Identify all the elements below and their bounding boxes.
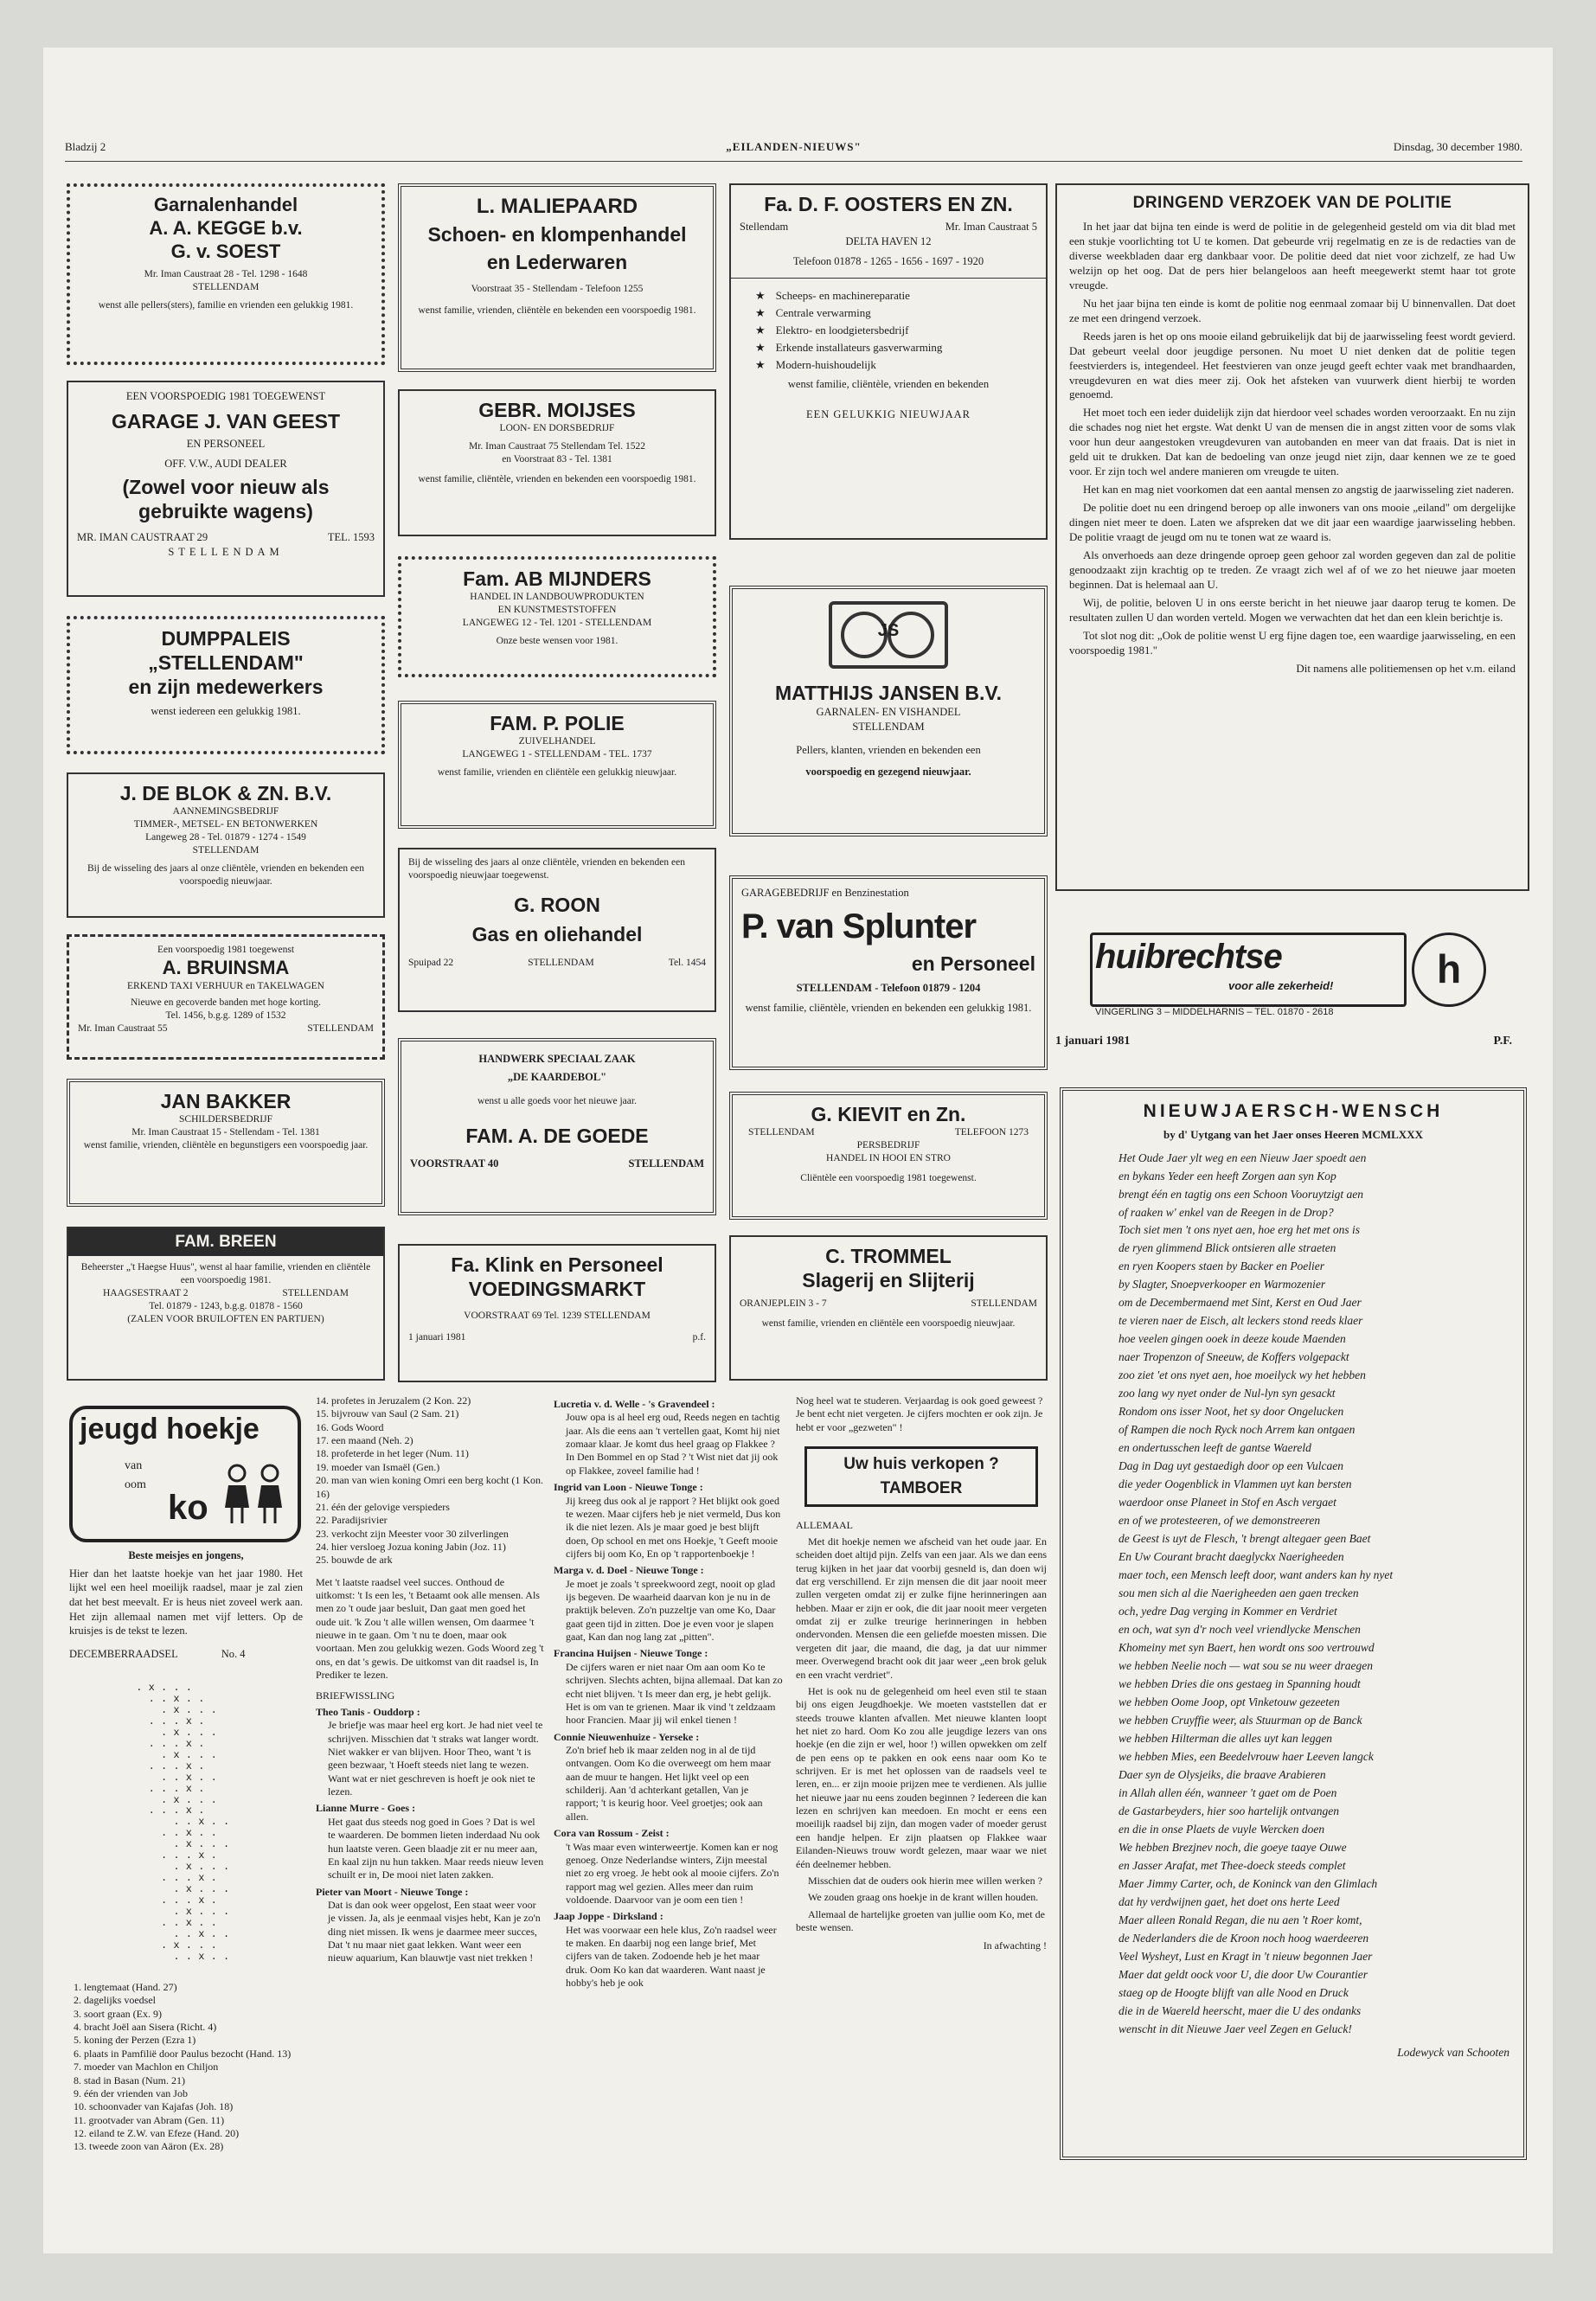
poem — [1077, 1150, 1509, 2039]
ad-line: ZUIVELHANDEL — [518, 736, 596, 747]
poem-line: naer Tropenzon of Sneeuw, de Koffers volgepackt — [1118, 1350, 1349, 1364]
clue-item: 7. moeder van Machlon en Chiljon — [74, 2061, 219, 2073]
puzzle-clues-a — [74, 1981, 307, 2154]
children-illustration-icon — [220, 1463, 289, 1533]
ad-line: HANDEL IN HOOI EN STRO — [826, 1152, 951, 1163]
clue-item: 12. eiland te Z.W. van Efeze (Hand. 20) — [74, 2126, 240, 2139]
poem-line: de ryen glimmend Blick ontsieren alle straeten — [1118, 1241, 1336, 1255]
ad-title: Gas en oliehandel — [471, 922, 643, 945]
ad-title: G. KIEVIT en Zn. — [811, 1103, 966, 1125]
brieven-d — [796, 1394, 1047, 1957]
letter-text: 't Was maar even winterweertje. Komen kan er nog genoeg. Onze Nederlandse winters, Zijn meestal niet zo erg vroeg. Je hebt ook al mooie cijfers. Zo'n rapport mag wel gezien. Alles meer dan ruim voldoende. Daarvoor van je oom een tien ! — [566, 1840, 779, 1906]
clue-item: 6. plaats in Pamfilië door Paulus bezocht (Hand. 13) — [74, 2047, 292, 2060]
clue-item: 20. man van wien koning Omri een berg kocht (1 Kon. 16) — [316, 1474, 544, 1500]
service-item: Scheeps- en machinereparatie — [775, 288, 910, 302]
jeugd-intro — [69, 1548, 303, 1661]
clue-item: 23. verkocht zijn Meester voor 30 zilverlingen — [316, 1527, 509, 1540]
ad-phone: Tel. 01879 - 1243, b.g.g. 01878 - 1560 — [149, 1300, 303, 1311]
ad-line: PERSBEDRIJF — [856, 1139, 920, 1150]
ad-roon — [398, 848, 716, 1012]
poem-line: En Uw Courant bracht daeglyckx Naerigheeden — [1118, 1550, 1344, 1564]
ad-title: TAMBOER — [880, 1478, 963, 1497]
letter-text: Jouw opa is al heel erg oud, Reeds negen en tachtig jaar. Als die eens aan 't vertellen gaat, Komt hij niet zomaar klaar. Je komt dus heel graag op Flakkee ? In Den Bommel en op Stad ? 't Wist niet dat jij ook op Flakkee, zoveel familie had ! — [566, 1411, 780, 1477]
verse: Met 't laatste raadsel veel succes. Onthoud de uitkomst: 't Is een les, 't Betaamt ook alle mensen. Als men zo 't oude jaar besluit, Dan gaat men goed het oude uit. 'k Zou 't alle willen wensen, Om daarmee 't nieuwe in te gaan. Om 't nu te doen, maar ook voortaan. Men zou gelukkig wezen. Gods Woord zeg 't ons, en dat 's gewis. De uitkomst van dit raadsel is, In Prediker te lezen. — [316, 1575, 544, 1682]
ad-line: Langeweg 28 - Tel. 01879 - 1274 - 1549 — [145, 831, 306, 843]
ad-title: Garnalenhandel — [153, 194, 298, 215]
article-subtitle: by d' Uytgang van het Jaer onses Heeren MCMLXXX — [1163, 1128, 1423, 1141]
article-title: DRINGEND VERZOEK VAN DE POLITIE — [1132, 194, 1452, 212]
ad-dumppaleis — [67, 616, 385, 754]
ad-place: STELLENDAM — [282, 1287, 349, 1298]
puzzle-number: No. 4 — [221, 1647, 246, 1660]
star-icon: ★ — [755, 341, 766, 355]
poem-line: we hebben Hilterman die alles uyt kan leggen — [1118, 1732, 1333, 1746]
ad-wish: Bij de wisseling des jaars al onze cliëntèle, vrienden en bekenden een voorspoedig nieuwjaar. — [87, 862, 364, 887]
letter-text: Jij kreeg dus ook al je rapport ? Het blijkt ook goed te wezen. Maar cijfers heb je niet vermeld, Dus kon ik die niet lezen. Als je maar goed je best blijft doen, Op school en met ons Hoekje, 't Geeft mooie cijfers bij oom Ko, En op 't rapportenboekje ! — [566, 1494, 781, 1560]
letter-name: Lianne Murre - Goes : — [316, 1802, 416, 1815]
poem-line: maer toch, een Mensch leeft door, want anders kan hy nyet — [1118, 1568, 1394, 1582]
logo-text: jeugd hoekje — [80, 1413, 260, 1445]
ad-line: GARNALEN- EN VISHANDEL — [816, 706, 961, 719]
poem-line: sou men sich al die Naerigheeden aen gaen trecken — [1118, 1586, 1359, 1600]
logo-text: van — [125, 1459, 143, 1472]
ad-van-geest — [67, 381, 385, 597]
ad-title: FAM. A. DE GOEDE — [465, 1124, 649, 1147]
ad-address: Mr. Iman Caustraat 55 — [78, 1022, 168, 1034]
ad-polie — [398, 701, 716, 829]
poem-line: brengt één en tagtig ons een Schoon Vooruytzigt aen — [1118, 1187, 1363, 1201]
clue-item: 3. soort graan (Ex. 9) — [74, 2007, 162, 2020]
ad-moijses — [398, 389, 716, 536]
letter-text: Dat is dan ook weer opgelost, Een staat weer voor je vissen. Ja, als je eenmaal visjes hebt, Kan je zo'n ding niet missen. Ik wens je daarmee meer succes, Dat 't nu maar niet gaat lekken. Want weer een nieuw aquarium, Kan blauwtje vast niet trekken ! — [328, 1898, 541, 1965]
letter-name: Ingrid van Loon - Nieuwe Tonge : — [554, 1481, 703, 1494]
poem-line: die yeder Oogenblick in Vlammen uyt kan bersten — [1118, 1477, 1352, 1491]
fish-logo — [829, 601, 948, 669]
paragraph: We zouden graag ons hoekje in de krant willen houden. — [808, 1891, 1039, 1904]
ad-line: EEN VOORSPOEDIG 1981 TOEGEWENST — [125, 390, 326, 402]
ad-maliepaard — [398, 183, 716, 372]
ad-address: LANGEWEG 1 - STELLENDAM - TEL. 1737 — [462, 748, 652, 760]
letter-text: Je moet je zoals 't spreekwoord zegt, nooit op glad ijs begeven. De waarheid daarvan kon je nu in de praktijk beleven. Zo'n puzzeltje van ome Ko, Daar gaat geen tijd in zitten. Doe je even voor je slapen gaat, Kan dan nog lang zat „pitten". — [566, 1577, 776, 1644]
ad-place: STELLENDAM — [628, 1157, 704, 1170]
star-icon: ★ — [755, 323, 766, 336]
ad-de-blok — [67, 772, 385, 918]
ad-place: STELLENDAM — [192, 282, 260, 293]
ad-title: C. TROMMEL — [825, 1245, 952, 1267]
ad-line: Bij de wisseling des jaars al onze cliëntèle, vrienden en bekenden een voorspoedig nieuwjaar toegewenst. — [408, 857, 685, 881]
paragraph: Het is ook nu de gelegenheid om heel even stil te staan bij ons eigen Jeugdhoekje. We moeten vaststellen dat er steeds trouwe klanten afvallen. Met nieuwe klanten loopt het niet zo hard. Oom Ko zou alle jeugdige lezers van ons hoekje (en die zijn er wel, hoor !) willen opwekken om zelf de pen eens op te pakken en ook eens naar oom Ko te schrijven. Er is met het oplossen van de raadsels veel te leren, en... er zijn mooie prijzen mee te verdienen. Als jullie het nieuwe jaar nu eens zouden beginnen ? Iedereen die kan lezen en schrijven kan meedoen. En mocht er eens een moeilijk raadsel bij zijn, dan mogen vader of moeder gerust een handje helpen. Er zijn plaatsen op Flakkee waar Eilanden-Nieuws trouw wordt gelezen, maar waar we niet één deelnemer hebben. — [796, 1684, 1047, 1870]
clue-item: 10. schoonvader van Kajafas (Joh. 18) — [74, 2100, 234, 2113]
ad-line: (ZALEN VOOR BRUILOFTEN EN PARTIJEN) — [127, 1313, 324, 1324]
ad-huibrechtse — [1055, 917, 1529, 1071]
clue-item: 22. Paradijsrivier — [316, 1514, 388, 1527]
poem-line: en ondertusschen leeft de gantse Waereld — [1118, 1441, 1311, 1455]
ad-date: 1 januari 1981 — [1055, 1035, 1131, 1048]
poem-line: die in de Waereld heerscht, maer die U des ondanks — [1118, 2003, 1362, 2017]
ad-line: Een voorspoedig 1981 toegewenst — [157, 945, 295, 955]
letter-name: Connie Nieuwenhuize - Yerseke : — [554, 1730, 700, 1743]
ad-address: VOORSTRAAT 40 — [410, 1157, 499, 1170]
article-politie — [1055, 183, 1529, 891]
paper-name: „EILANDEN-NIEUWS" — [726, 140, 862, 153]
article-nieuwjaersch-wensch — [1060, 1087, 1527, 2160]
ad-address: VINGERLING 3 – MIDDELHARNIS – TEL. 01870 - 2618 — [1095, 1007, 1334, 1017]
ad-phone: Telefoon 01878 - 1265 - 1656 - 1697 - 1920 — [792, 254, 984, 267]
ad-wish: wenst familie, vrienden en cliëntèle een gelukkig nieuwjaar. — [437, 766, 677, 778]
continuation: In afwachting ! — [983, 1939, 1047, 1952]
ad-kegge — [67, 183, 385, 365]
header-rule — [65, 161, 1522, 162]
ad-line: DELTA HAVEN 12 — [845, 234, 932, 247]
ad-tamboer — [804, 1446, 1038, 1507]
poem-line: wenscht in dit Nieuwe Jaer veel Zegen en Geluck! — [1118, 2022, 1352, 2035]
ad-address: Mr. Iman Caustraat 75 Stellendam Tel. 1522 — [468, 440, 646, 452]
clue-item: 11. grootvader van Abram (Gen. 11) — [74, 2113, 225, 2126]
ad-line: EN KUNSTMESTSTOFFEN — [497, 604, 617, 615]
ad-address: en Voorstraat 83 - Tel. 1381 — [502, 453, 612, 465]
ad-title: Schoen- en klompenhandel — [427, 223, 687, 247]
ad-jansen — [729, 586, 1048, 836]
ad-address: Mr. Iman Caustraat 5 — [945, 221, 1037, 234]
poem-line: staeg op de Hoogte blijft van alle Nood en Druck — [1118, 1985, 1349, 1999]
poem-line: Rondom ons isser Noot, het sy door Ongelucken — [1118, 1405, 1344, 1419]
poem-line: Veel Wysheyt, Lust en Kragt in 't nieuw begonnen Jaer — [1118, 1949, 1373, 1963]
ad-place: STELLENDAM — [168, 545, 284, 558]
ad-title: GEBR. MOIJSES — [478, 399, 636, 421]
poem-line: of raaken w' enkel van de Reegen in de Drop? — [1118, 1205, 1334, 1219]
clue-item: 24. hier versloeg Jozua koning Jabin (Joz. 11) — [316, 1540, 506, 1553]
letter-name: Cora van Rossum - Zeist : — [554, 1827, 670, 1840]
ad-kievit — [729, 1092, 1048, 1220]
page-number: Bladzij 2 — [65, 140, 106, 153]
paragraph: Met dit hoekje nemen we afscheid van het oude jaar. En scheiden doet altijd pijn. Zelfs van een jaar. Als we dan eens terug kijken in het jaar dat voorbij gesneld is, dan doen wij dat erg verschillend. Er zijn mensen die dit jaar nooit meer zullen vergeten omdat zij er zulke fijne herinneringen aan hebben. Maar er zijn er ook, die dit jaar nooit meer vergeten omdat zij er zulke treurige herinneringen in hebben ondervonden. Mensen die een geliefde moesten missen. Die vergeten dit jaar, die maand, die dag, ja dat uur nimmer meer. Overwegend bracht ook dit jaar weer „een brok geluk en een vracht verdriet". — [796, 1535, 1047, 1681]
letter-text: Het gaat dus steeds nog goed in Goes ? Dat is wel te waarderen. De bommen lieten inderdaad Nu ook hun laatste veren. Geen blaadje zit er nu meer aan, En kaal zijn nu hun takken. Maar reeds nieuw leven schuilt er in, De mooi niet laten zakken. — [328, 1815, 544, 1881]
section-title: ALLEMAAL — [796, 1518, 853, 1531]
ad-line: EN PERSONEEL — [186, 437, 266, 450]
poem-line: we hebben Cruyffie weer, als Stuurman op de Banck — [1118, 1714, 1362, 1727]
poem-line: Maer Jimmy Carter, och, de Koninck van den Glimlach — [1118, 1876, 1378, 1890]
ad-address: Spuipad 22 — [408, 957, 454, 968]
ad-title: G. v. SOEST — [170, 240, 281, 262]
paragraph: Nu het jaar bijna ten einde is komt de politie nog eenmaal zomaar bij U binnenvallen. Dat doet ze met een dringend verzoek. — [1069, 296, 1516, 324]
clue-item: 13. tweede zoon van Aäron (Ex. 28) — [74, 2140, 224, 2153]
logo-text: oom — [125, 1478, 146, 1491]
h-logo-icon: h — [1412, 933, 1486, 1007]
clue-item: 18. profeterde in het leger (Num. 11) — [316, 1447, 469, 1460]
ad-line: TIMMER-, METSEL- EN BETONWERKEN — [133, 818, 318, 830]
ad-title: J. DE BLOK & ZN. B.V. — [119, 782, 332, 804]
ad-title: Fam. AB MIJNDERS — [463, 567, 651, 590]
poem-author: Lodewyck van Schooten — [1397, 2045, 1509, 2059]
poem-line: Maer dat geldt oock voor U, die door Uw Courantier — [1118, 1967, 1368, 1981]
ad-wish: EEN GELUKKIG NIEUWJAAR — [805, 408, 971, 421]
ad-address: STELLENDAM - Telefoon 01879 - 1204 — [796, 981, 981, 994]
clue-item: 17. een maand (Neh. 2) — [316, 1434, 413, 1447]
ad-wish: wenst familie, cliëntèle, vrienden en bekenden een gelukkig 1981. — [745, 1001, 1032, 1014]
ad-line: AANNEMINGSBEDRIJF — [172, 806, 279, 817]
ad-wish: Pellers, klanten, vrienden en bekenden een — [796, 743, 981, 756]
letter-text: Nog heel wat te studeren. Verjaardag is ook goed geweest ? Je bent echt niet vergeten. Je cijfers mochten er ook zijn. Je hebt er voor „gezweten" ! — [796, 1394, 1043, 1433]
ad-place: STELLENDAM — [852, 720, 925, 733]
ad-line: LOON- EN DORSBEDRIJF — [499, 423, 615, 434]
ad-line: SCHILDERSBEDRIJF — [179, 1114, 272, 1125]
logo-text: ko — [168, 1489, 208, 1527]
poem-line: en of we protesteeren, of we demonstreeren — [1118, 1514, 1321, 1528]
ad-title: A. A. KEGGE b.v. — [149, 216, 303, 239]
poem-line: en och, wat syn d'r noch veel vriendlycke Menschen — [1118, 1623, 1361, 1637]
poem-line: de Nederlanders die de Kroon noch hoog waerdeeren — [1118, 1931, 1369, 1945]
clue-item: 1. lengtemaat (Hand. 27) — [74, 1981, 177, 1993]
ad-phone: Tel. 1454 — [668, 957, 706, 968]
ad-address: HAAGSESTRAAT 2 — [103, 1287, 189, 1298]
paragraph: Hier dan het laatste hoekje van het jaar 1980. Het lijkt wel een heel moeilijk raadsel, maar je zal zien dat het best meevalt. Er is heus niet zoveel werk aan. Het zijn allemaal namen met vijf letters. Op de kruisjes is de tekst te lezen. — [69, 1567, 303, 1638]
ad-line: HANDEL IN LANDBOUWPRODUKTEN — [470, 592, 644, 603]
ad-title: Slagerij en Slijterij — [802, 1269, 975, 1292]
ad-wish: wenst u alle goeds voor het nieuwe jaar. — [478, 1095, 637, 1106]
paragraph: Allemaal de hartelijke groeten van jullie oom Ko, met de beste wensen. — [796, 1907, 1045, 1933]
paragraph: Wij, de politie, beloven U in ons eerste bericht in het nieuwe jaar daarop terug te komen. De resultaten zullen U dan worden verteld. Mogen we verwachten dat het dan een klein berichtje is. — [1069, 595, 1516, 624]
ad-address: Mr. Iman Caustraat 28 - Tel. 1298 - 1648 — [144, 269, 308, 280]
ad-sign: p.f. — [692, 1332, 706, 1343]
ad-title: G. ROON — [514, 893, 600, 916]
ad-title: en Personeel — [911, 952, 1035, 975]
ad-trommel — [729, 1235, 1048, 1381]
poem-line: en die in onse Plaets de vuyle Wercken doen — [1118, 1822, 1325, 1836]
clue-item: 8. stad in Basan (Num. 21) — [74, 2073, 185, 2086]
letter-name: Francina Huijsen - Nieuwe Tonge : — [554, 1647, 708, 1660]
ad-place: STELLENDAM — [528, 957, 594, 968]
letter-text: De cijfers waren er niet naar Om aan oom Ko te schrijven. Slechts achten, bijna allemaal. Dat kan zo echt niet blijven. 't Is meer dan erg, je hebt gelijk. Het is om van te grienen. Maar ik vind 't zeldzaam hoor Francien. Maar jij wil enkel tienen ! — [566, 1660, 783, 1727]
clue-item: 25. bouwde de ark — [316, 1554, 393, 1567]
ad-place: STELLENDAM — [307, 1022, 374, 1034]
star-icon: ★ — [755, 288, 766, 302]
letter-name: Theo Tanis - Ouddorp : — [316, 1705, 420, 1718]
ad-wish: wenst familie, vrienden, cliëntèle en bekenden een voorspoedig 1981. — [418, 305, 696, 317]
poem-line: zoo ziet 'et ons nyet aen, hoe moeilyck wy het hebben — [1118, 1368, 1366, 1382]
poem-line: en Jasser Arafat, met Thee-doeck steeds complet — [1118, 1858, 1346, 1872]
poem-line: we hebben Mies, een Beedelvrouw haer Leeven langck — [1118, 1750, 1374, 1764]
ad-line: HANDWERK SPECIAAL ZAAK — [478, 1053, 636, 1065]
service-item: Erkende installateurs gasverwarming — [775, 341, 943, 355]
ad-wish: wenst familie, cliëntèle, vrienden en bekenden een voorspoedig 1981. — [418, 473, 696, 484]
clue-item: 21. één der gelovige verspieders — [316, 1500, 450, 1513]
clue-item: 19. moeder van Ismaël (Gen.) — [316, 1460, 440, 1473]
section-title: BRIEFWISSLING — [316, 1689, 395, 1702]
ad-place: Stellendam — [740, 221, 789, 234]
page-header — [65, 140, 1522, 157]
ad-line: OFF. V.W., AUDI DEALER — [164, 457, 287, 470]
poem-line: en bykans Yeder een heeft Zorgen aan syn Kop — [1118, 1169, 1336, 1183]
poem-line: waerdoor onse Planeet in Stof en Asch vergaet — [1118, 1496, 1336, 1509]
clue-item: 9. één der vrienden van Job — [74, 2086, 188, 2099]
ad-title: en Lederwaren — [486, 251, 628, 274]
poem-line: Khomeiny met syn Baert, hen wordt ons soo vertrouwd — [1118, 1641, 1375, 1655]
poem-line: en ryen Koopers staen by Backer en Poelier — [1118, 1259, 1325, 1273]
poem-line: of Rampen die noch Ryck noch Arrem kan ontgaen — [1118, 1423, 1356, 1437]
poem-line: Dag in Dag uyt gestaedigh door op een Vulcaen — [1118, 1459, 1343, 1473]
letter-name: Marga v. d. Doel - Nieuwe Tonge : — [554, 1564, 704, 1577]
poem-line: Maer alleen Ronald Regan, die nu aen 't Roer komt, — [1118, 1913, 1362, 1926]
poem-line: by Slagter, Snoepverkooper en Warmozenier — [1118, 1278, 1326, 1292]
poem-line: de Geest is uyt de Flesch, 't brengt altegaer geen Baet — [1118, 1532, 1371, 1546]
ad-line: Beheerster „'t Haegse Huus", wenst al haar familie, vrienden en cliëntèle een voorspoedig 1981. — [80, 1261, 371, 1285]
puzzle-title: DECEMBERRAADSEL — [69, 1647, 178, 1660]
ad-address: Mr. Iman Caustraat 15 - Stellendam - Tel. 1381 — [131, 1126, 320, 1138]
ad-van-splunter — [729, 875, 1048, 1070]
poem-line: we hebben Oome Joop, opt Vinketouw gezeeten — [1118, 1695, 1340, 1709]
ad-mijnders — [398, 556, 716, 677]
ad-title: DUMPPALEIS — [161, 627, 291, 650]
ad-breen — [67, 1227, 385, 1381]
ad-phone: TELEFOON 1273 — [954, 1127, 1029, 1138]
logo-text: huibrechtse — [1095, 938, 1282, 976]
ad-oosters — [729, 183, 1048, 540]
poem-line: We hebben Brezjnev noch, die goeye taaye Ouwe — [1118, 1840, 1347, 1854]
poem-line: in Allah allen één, wanneer 't gaet om de Poen — [1118, 1786, 1337, 1799]
ad-title: JAN BAKKER — [160, 1090, 292, 1112]
ad-title: L. MALIEPAARD — [476, 195, 638, 218]
ad-slogan: voor alle zekerheid! — [1228, 979, 1334, 992]
ad-title: Fa. Klink en Personeel — [451, 1253, 663, 1276]
poem-line: we hebben Neelie noch — wat sou se nu weer draegen — [1118, 1659, 1373, 1673]
ad-wish: voorspoedig en gezegend nieuwjaar. — [805, 765, 971, 778]
poem-line: dat hy verdwijnen gaet, het doet ons herte Leed — [1118, 1894, 1340, 1908]
clue-item: 15. bijvrouw van Saul (2 Sam. 21) — [316, 1407, 459, 1420]
letter-name: Pieter van Moort - Nieuwe Tonge : — [316, 1885, 469, 1898]
ad-title: Uw huis verkopen ? — [843, 1455, 999, 1474]
star-icon: ★ — [755, 305, 766, 319]
ad-title: A. BRUINSMA — [162, 956, 290, 978]
poem-line: te vieren naer de Eisch, alt leckers stond reeds klaer — [1118, 1314, 1363, 1328]
ad-title: MATTHIJS JANSEN B.V. — [775, 682, 1002, 704]
ad-title: FAM. P. POLIE — [490, 712, 625, 734]
ad-wish: wenst familie, vrienden en cliëntèle een voorspoedig nieuwjaar. — [761, 1318, 1016, 1330]
ad-address: VOORSTRAAT 69 Tel. 1239 STELLENDAM — [464, 1311, 651, 1322]
poem-line: de Gastarbeyders, hier soo hartelijk ontvangen — [1118, 1804, 1339, 1817]
clue-item: 16. Gods Woord — [316, 1420, 384, 1433]
ad-wish: wenst familie, cliëntèle, vrienden en bekenden — [787, 378, 990, 391]
ad-title: P. van Splunter — [741, 907, 977, 945]
paragraph: Misschien dat de ouders ook hierin mee willen werken ? — [808, 1874, 1042, 1887]
clue-item: 4. bracht Joël aan Sisera (Richt. 4) — [74, 2021, 217, 2034]
ad-wish: wenst iedereen een gelukkig 1981. — [151, 705, 301, 718]
letter-name: Jaap Joppe - Dirksland : — [554, 1910, 663, 1923]
paragraph: Het kan en mag niet voorkomen dat een aantal mensen zo angstig de jaarwisseling ziet naderen. — [1083, 483, 1515, 497]
clue-item: 14. profetes in Jeruzalem (2 Kon. 22) — [316, 1394, 471, 1407]
ad-line: ERKEND TAXI VERHUUR en TAKELWAGEN — [127, 980, 324, 991]
paragraph: Reeds jaren is het op ons mooie eiland gebruikelijk dat bij de jaarwisseling feest wordt gevierd. Dat gebeurt veelal door jeugdige personen. Nu moet U niet denken dat de politie tegen feestvierders is, integendeel. Het feestvieren van onze jeugd geeft echter vaak met brandhaarden, vreugdevuren en wat dies meer zij. Ook het afsteken van vuurwerk dient hierbij te worden genoemd. — [1069, 329, 1516, 401]
ad-title: „DE KAARDEBOL" — [507, 1070, 607, 1083]
ad-address: ORANJEPLEIN 3 - 7 — [740, 1298, 827, 1310]
ad-address: MR. IMAN CAUSTRAAT 29 — [77, 530, 208, 543]
issue-date: Dinsdag, 30 december 1980. — [1393, 140, 1522, 153]
ad-title: „STELLENDAM" — [148, 651, 304, 675]
logo-text: JS — [877, 621, 900, 640]
poem-line: zoo lang wy nyet onder de Nul-lyn syn gesackt — [1118, 1387, 1336, 1400]
article-sign: Dit namens alle politiemensen op het v.m. eiland — [1296, 661, 1516, 675]
puzzle-grid: . x . . . . . x . . . x . . . . . . x . . x . . . . . . x . . x . . . . . . x . . . x . . . . . x . . x . . . . . . x . . . x . . . . x . . . x . . . . . . x . . x . . . . . . x . . x . . . . . . x . . x . . . . . x . . . . x . . . x . . . . . x . . — [136, 1682, 230, 1963]
article-title: NIEUWJAERSCH-WENSCH — [1143, 1101, 1444, 1121]
ad-title: en zijn medewerkers — [128, 676, 324, 699]
clue-item: 2. dagelijks voedsel — [74, 1994, 156, 2007]
ad-sign: P.F. — [1493, 1035, 1512, 1048]
letter-name: Lucretia v. d. Welle - 's Gravendeel : — [554, 1398, 715, 1410]
clue-item: 5. koning der Perzen (Ezra 1) — [74, 2034, 196, 2047]
ad-place: STELLENDAM — [748, 1127, 815, 1138]
ad-klink — [398, 1244, 716, 1382]
ad-phone: TEL. 1593 — [327, 530, 375, 543]
brieven-c — [554, 1394, 783, 1991]
paragraph: De politie doet nu een dringend beroep op alle inwoners van ons mooie „eiland" om dergelijke dingen niet meer te doen. Laten we afspreken dat we dit jaar een waardige jaarwisseling hebben. De politie vraagt de jeugd om nu te tonen wat ze waard is. — [1069, 501, 1516, 544]
ad-wish: Cliëntèle een voorspoedig 1981 toegewenst. — [800, 1172, 977, 1183]
ad-title: Fa. D. F. OOSTERS EN ZN. — [764, 193, 1013, 215]
ad-wish: wenst alle pellers(sters), familie en vrienden een gelukkig 1981. — [98, 300, 354, 311]
paragraph: In het jaar dat bijna ten einde is werd de politie in de gelegenheid gesteld om via dit blad met een stukje voorlichting tot U te komen. Dat gebeurde vrij regelmatig en ze is de redacties van de diverse weekbladen daar erg dankbaar voor. De politie deed dat niet voor zichzelf, ze had Uw welzijn op het oog. Dat de pers hier belangeloos aan heeft meegewerkt stemt haar tot grote vreugde. — [1069, 220, 1516, 292]
ad-jan-bakker — [67, 1079, 385, 1207]
ad-place: STELLENDAM — [971, 1298, 1037, 1310]
letter-text: Het was voorwaar een hele klus, Zo'n raadsel weer te maken. En daarbij nog een lange brief, Met cijfers van de taken. Zodoende heb je het maar druk. Oom Ko kan dat waarderen. Want naast je hobby's heb je ook — [566, 1923, 777, 1990]
poem-line: Daer syn de Olysjeiks, die braave Arabieren — [1118, 1768, 1326, 1782]
paragraph: Tot slot nog dit: „Ook de politie wenst U erg fijne dagen toe, een waardige jaarwisseling, en een voorspoedig 1981." — [1069, 628, 1516, 657]
service-item: Elektro- en loodgietersbedrijf — [775, 323, 909, 336]
ad-place: STELLENDAM — [192, 844, 260, 856]
ad-address: Voorstraat 35 - Stellendam - Telefoon 1255 — [471, 284, 644, 295]
ad-line: Nieuwe en gecoverde banden met hoge korting. — [130, 997, 322, 1008]
ad-title: (Zowel voor nieuw als gebruikte wagens) — [122, 475, 330, 522]
ad-title: GARAGE J. VAN GEEST — [111, 409, 341, 433]
ad-line: GARAGEBEDRIJF en Benzinestation — [741, 887, 909, 899]
poem-line: Toch siet men 't ons nyet aen, hoe erg het met ons is — [1118, 1223, 1360, 1237]
ad-de-goede — [398, 1038, 716, 1215]
letter-text: Zo'n brief heb ik maar zelden nog in al de tijd ontvangen. Oom Ko die overweegt om hem maar aan de muur te hangen. Het lijkt veel op een schilderij. Aan 'd achterkant getallen, Van je rapport; 't is keurig hoor. Veel groetjes; ook aan allen. — [566, 1743, 772, 1823]
puzzle-clues-b — [316, 1394, 545, 1967]
service-item: Centrale verwarming — [775, 305, 871, 319]
greeting: Beste meisjes en jongens, — [128, 1549, 244, 1561]
ad-bruinsma — [67, 934, 385, 1060]
ad-address: LANGEWEG 12 - Tel. 1201 - STELLENDAM — [462, 617, 652, 628]
letter-text: Je briefje was maar heel erg kort. Je had niet veel te schrijven. Misschien dat 't straks wat langer wordt. Niet wakker er van blijven. Hoor Theo, want 't is geen bezwaar, 't Hoeft steeds niet lang te wezen. Want wat er niet geschreven is hoeft je ook niet te lezen. — [328, 1719, 543, 1798]
jeugd-logo — [69, 1406, 301, 1542]
star-icon: ★ — [755, 358, 766, 372]
paragraph: Als onverhoeds aan deze dringende oproep geen gehoor zal worden gegeven dan zal de politie genoodzaakt zijn krachtig op te treden. Ze vraagt zich wel af of we zo het nieuwe jaar moeten beginnen. Dat is helemaal aan U. — [1069, 548, 1516, 591]
poem-line: we hebben Dries die ons gestaeg in Spanning houdt — [1118, 1677, 1361, 1691]
ad-title: VOEDINGSMARKT — [468, 1278, 646, 1301]
poem-line: om de Decembermaend met Sint, Kerst en Oud Jaer — [1118, 1296, 1362, 1310]
service-item: Modern-huishoudelijk — [775, 358, 876, 372]
poem-line: Het Oude Jaer ylt weg en een Nieuw Jaer spoedt aen — [1118, 1150, 1367, 1164]
ad-title: FAM. BREEN — [68, 1228, 383, 1256]
ad-date: 1 januari 1981 — [408, 1332, 466, 1343]
ad-wish: wenst familie, vrienden, cliëntèle en begunstigers een voorspoedig jaar. — [83, 1139, 369, 1150]
paragraph: Het moet toch een ieder duidelijk zijn dat hierdoor veel schades worden veroorzaakt. En nu zijn die schades nog niet het ergste. Wat denkt U van de mensen die in angst zitten voor de soms vlak voor hun deur aangestoken vreugdevuren van autobanden en meer van dat fraais. Dat is niet in geld uit te drukken. Dat kan de bedoeling van onze jeugd niet zijn, daar kennen we ze te goed voor. Er zijn toch wel andere manieren om vreugde te uiten. — [1069, 406, 1516, 478]
poem-line: hoe veelen gingen ooek in deeze koude Maenden — [1118, 1332, 1346, 1346]
ad-wish: Onze beste wensen voor 1981. — [496, 635, 619, 646]
ad-phone: Tel. 1456, b.g.g. 1289 of 1532 — [165, 1009, 286, 1021]
poem-line: och, yedre Dag verging in Kommer en Verdriet — [1118, 1605, 1337, 1618]
